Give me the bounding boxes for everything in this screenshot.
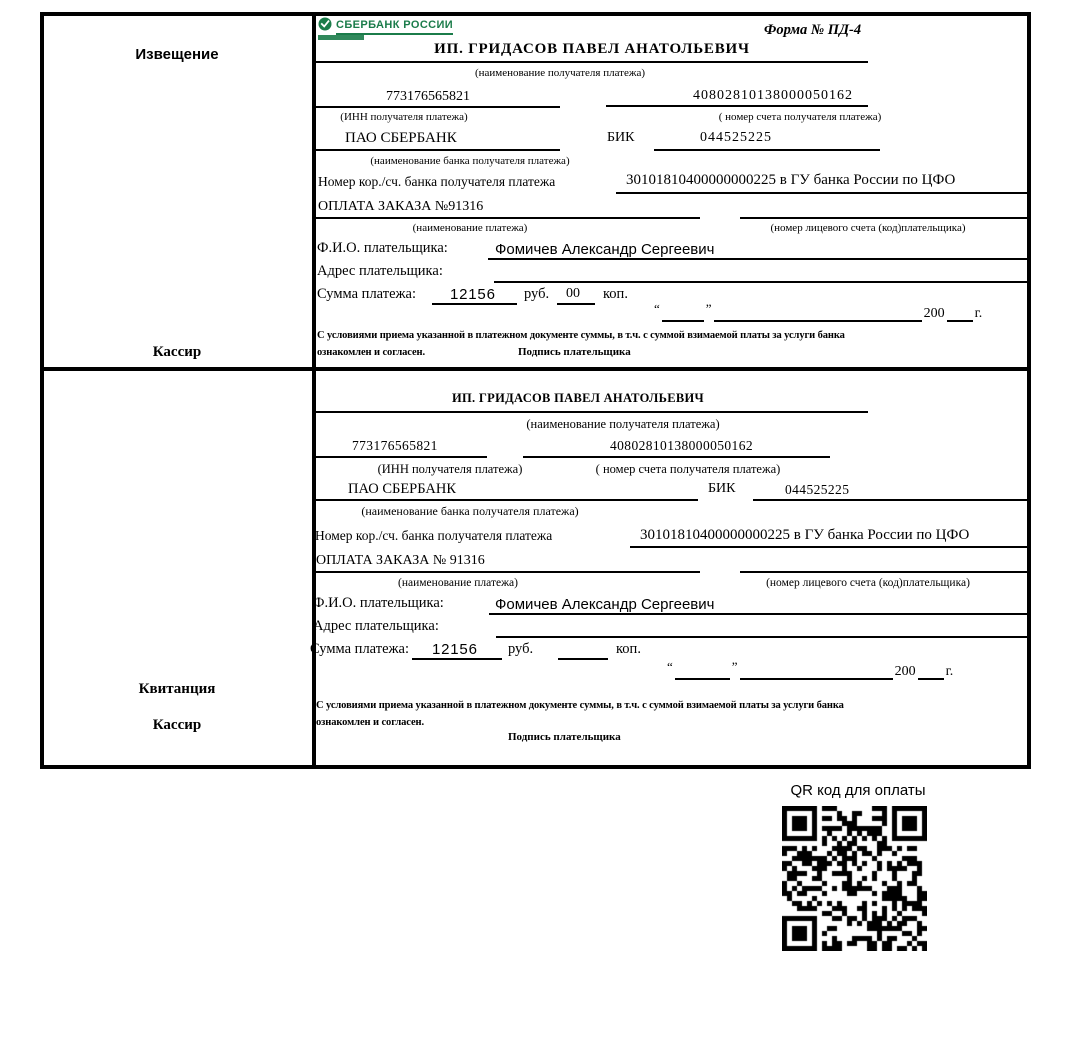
bik-label: БИК: [607, 130, 635, 145]
field-line: [432, 303, 517, 305]
date-month-blank: [714, 305, 922, 322]
bank-logo-text: СБЕРБАНК РОССИИ: [336, 19, 453, 35]
payer-name-value: Фомичев Александр Сергеевич: [495, 596, 715, 613]
corr-account-label: Номер кор./сч. банка получателя платежа: [315, 528, 553, 543]
agreement-line-1: С условиями приема указанной в платежном документе суммы, в т.ч. с суммой взимаемой платы за услуги банка: [316, 700, 844, 711]
date-month-blank: [740, 663, 893, 680]
field-line: [316, 456, 487, 458]
amount-kop-value: 00: [566, 286, 580, 301]
side-label-notice: Извещение: [135, 46, 219, 63]
qr-code: [782, 806, 927, 951]
field-line: [740, 571, 1028, 573]
recipient-name-hint: (наименование получателя платежа): [526, 417, 720, 431]
field-line: [412, 658, 502, 660]
corr-account-value: 30101810400000000225 в ГУ банка России по ЦФО: [626, 172, 956, 188]
payer-name-value: Фомичев Александр Сергеевич: [495, 241, 715, 258]
account-hint: ( номер счета получателя платежа): [718, 111, 882, 123]
field-line: [494, 281, 1028, 283]
field-line: [740, 217, 1028, 219]
date-year-blank: [947, 305, 973, 322]
agreement-line-2: ознакомлен и согласен.: [316, 717, 424, 728]
bik-value: 044525225: [785, 482, 850, 497]
agreement-line-2: ознакомлен и согласен.: [317, 347, 425, 358]
amount-label: Сумма платежа:: [317, 286, 416, 302]
quote-close: ”: [731, 659, 738, 674]
recipient-name: ИП. ГРИДАСОВ ПАВЕЛ АНАТОЛЬЕВИЧ: [434, 41, 750, 57]
recipient-name: ИП. ГРИДАСОВ ПАВЕЛ АНАТОЛЬЕВИЧ: [451, 391, 705, 405]
account-hint: ( номер счета получателя платежа): [595, 462, 781, 476]
field-line: [316, 571, 700, 573]
qr-label: QR код для оплаты: [790, 782, 926, 799]
inn-hint: (ИНН получателя платежа): [340, 111, 468, 123]
bank-logo-tagline-bar: [318, 35, 364, 40]
bank-hint: (наименование банка получателя платежа): [361, 504, 579, 518]
recipient-name-hint: (наименование получателя платежа): [474, 67, 646, 79]
bank-name: ПАО СБЕРБАНК: [348, 481, 456, 497]
sberbank-icon: [318, 17, 332, 36]
bank-hint: (наименование банка получателя платежа): [370, 155, 570, 167]
kop-label: коп.: [603, 286, 628, 302]
account-value: 40802810138000050162: [610, 438, 753, 453]
field-line: [616, 192, 1028, 194]
corr-account-value: 30101810400000000225 в ГУ банка России по ЦФО: [640, 527, 970, 543]
year-prefix: 200: [894, 664, 916, 679]
date-year-blank: [918, 663, 944, 680]
payer-address-label: Адрес плательщика:: [313, 618, 439, 634]
year-suffix: г.: [945, 664, 954, 679]
field-line: [557, 303, 595, 305]
payment-name: ОПЛАТА ЗАКАЗА №91316: [318, 199, 484, 214]
bik-label: БИК: [708, 481, 736, 496]
field-line: [489, 613, 1028, 615]
field-line: [496, 636, 1028, 638]
field-line: [558, 658, 608, 660]
field-line: [606, 105, 868, 107]
payment-name-hint: (наименование платежа): [398, 577, 518, 589]
payer-address-label: Адрес плательщика:: [317, 263, 443, 279]
bank-name: ПАО СБЕРБАНК: [345, 130, 457, 146]
field-line: [316, 61, 868, 63]
form-number: Форма № ПД-4: [764, 22, 862, 38]
field-line: [316, 411, 868, 413]
kop-label: коп.: [616, 641, 641, 657]
rub-label: руб.: [508, 641, 534, 657]
cashier-label: Кассир: [152, 344, 202, 360]
side-label-receipt: Квитанция: [138, 681, 216, 697]
payer-signature-label: Подпись плательщика: [518, 346, 631, 358]
amount-label: Сумма платежа:: [310, 641, 409, 657]
quote-open: “: [667, 659, 673, 674]
field-line: [316, 149, 560, 151]
account-value: 40802810138000050162: [693, 88, 853, 103]
payer-name-label: Ф.И.О. плательщика:: [313, 595, 444, 611]
section-divider: [40, 367, 1031, 371]
amount-rub-value: 12156: [432, 641, 478, 658]
cashier-label-2: Кассир: [152, 717, 202, 733]
date-line: [665, 659, 955, 680]
corr-account-label: Номер кор./сч. банка получателя платежа: [318, 174, 556, 189]
personal-account-hint: (номер лицевого счета (код)плательщика): [766, 577, 970, 589]
date-day-blank: [675, 663, 730, 680]
date-line: [652, 301, 984, 322]
field-line: [316, 217, 700, 219]
inn-value: 773176565821: [352, 438, 438, 453]
inn-hint: (ИНН получателя платежа): [377, 462, 523, 476]
field-line: [753, 499, 1028, 501]
payer-name-label: Ф.И.О. плательщика:: [317, 240, 448, 256]
field-line: [316, 106, 560, 108]
quote-close: ”: [705, 301, 712, 316]
agreement-line-1: С условиями приема указанной в платежном документе суммы, в т.ч. с суммой взимаемой платы за услуги банка: [317, 330, 845, 341]
inn-value: 773176565821: [386, 89, 470, 104]
year-prefix: 200: [923, 306, 945, 321]
field-line: [654, 149, 880, 151]
field-line: [630, 546, 1028, 548]
rub-label: руб.: [524, 286, 550, 302]
bik-value: 044525225: [700, 130, 772, 145]
year-suffix: г.: [974, 306, 983, 321]
payer-signature-label: Подпись плательщика: [508, 731, 621, 743]
sberbank-logo: [318, 17, 453, 36]
personal-account-hint: (номер лицевого счета (код)плательщика): [770, 222, 966, 234]
field-line: [523, 456, 830, 458]
field-line: [316, 499, 698, 501]
field-line: [488, 258, 1028, 260]
payment-name-hint: (наименование платежа): [412, 222, 528, 234]
payment-name: ОПЛАТА ЗАКАЗА № 91316: [316, 553, 485, 568]
quote-open: “: [654, 301, 660, 316]
amount-rub-value: 12156: [450, 286, 496, 303]
date-day-blank: [662, 305, 704, 322]
